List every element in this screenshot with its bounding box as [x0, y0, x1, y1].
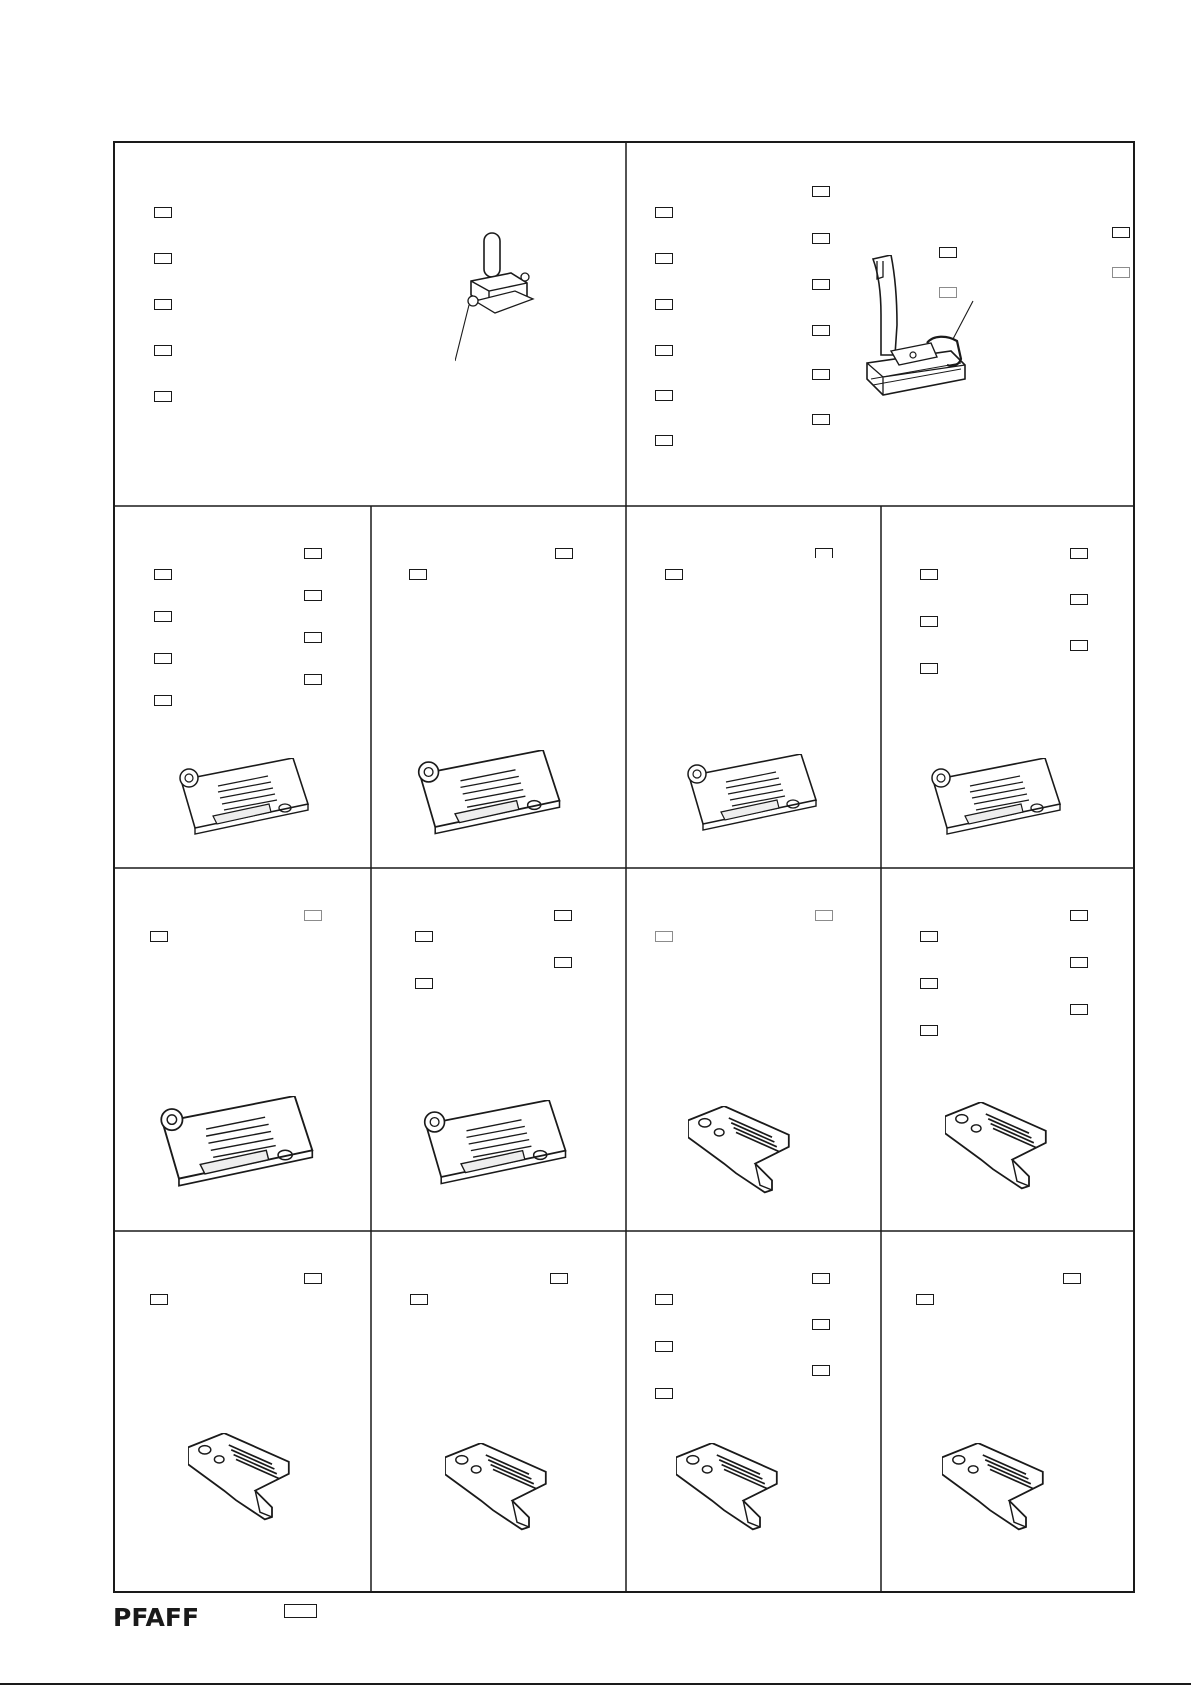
checkbox[interactable] — [655, 390, 673, 401]
panel-feed-dog-3 — [115, 1231, 371, 1591]
checkbox[interactable] — [815, 910, 833, 921]
checkbox[interactable] — [554, 910, 572, 921]
checkbox[interactable] — [655, 345, 673, 356]
checkbox[interactable] — [409, 569, 427, 580]
needle-plate-icon — [173, 758, 313, 838]
checkbox[interactable] — [655, 1388, 673, 1399]
checkbox[interactable] — [154, 611, 172, 622]
needle-plate-icon — [153, 1096, 323, 1196]
checkbox[interactable] — [1112, 227, 1130, 238]
parts-frame — [113, 141, 1135, 1593]
checkbox[interactable] — [1112, 267, 1130, 278]
panel-feed-dog-6 — [881, 1231, 1133, 1591]
panel-feed-dog-4 — [371, 1231, 626, 1591]
checkbox[interactable] — [655, 1294, 673, 1305]
checkbox[interactable] — [304, 632, 322, 643]
checkbox[interactable] — [415, 931, 433, 942]
panel-needle-plate-2 — [371, 506, 626, 868]
panel-feed-dog-1 — [626, 868, 881, 1231]
checkbox[interactable] — [304, 1273, 322, 1284]
checkbox[interactable] — [920, 569, 938, 580]
checkbox[interactable] — [150, 1294, 168, 1305]
checkbox[interactable] — [150, 931, 168, 942]
needle-plate-icon — [925, 758, 1065, 838]
checkbox[interactable] — [304, 674, 322, 685]
checkbox[interactable] — [812, 233, 830, 244]
checkbox[interactable] — [154, 253, 172, 264]
panel-needle-plate-4 — [881, 506, 1133, 868]
panel-needle-plate-1 — [115, 506, 371, 868]
checkbox[interactable] — [154, 207, 172, 218]
panel-needle-plate-6 — [371, 868, 626, 1231]
checkbox[interactable] — [1070, 957, 1088, 968]
checkbox[interactable] — [154, 299, 172, 310]
checkbox[interactable] — [655, 207, 673, 218]
checkbox[interactable] — [1070, 594, 1088, 605]
page-number-box — [284, 1604, 317, 1618]
checkbox[interactable] — [154, 569, 172, 580]
checkbox[interactable] — [812, 1319, 830, 1330]
checkbox[interactable] — [304, 590, 322, 601]
feed-dog-icon — [676, 1443, 786, 1533]
checkbox[interactable] — [1070, 640, 1088, 651]
checkbox[interactable] — [812, 186, 830, 197]
checkbox[interactable] — [920, 616, 938, 627]
panel-feed-dog-2 — [881, 868, 1133, 1231]
needle-plate-icon — [411, 750, 571, 840]
checkbox[interactable] — [655, 931, 673, 942]
panel-needle-plate-5 — [115, 868, 371, 1231]
checkbox[interactable] — [920, 978, 938, 989]
checkbox[interactable] — [815, 548, 833, 558]
feed-dog-icon — [942, 1443, 1052, 1533]
needle-plate-icon — [681, 754, 831, 839]
checkbox[interactable] — [554, 957, 572, 968]
checkbox[interactable] — [304, 548, 322, 559]
checkbox[interactable] — [1070, 910, 1088, 921]
checkbox[interactable] — [812, 1365, 830, 1376]
checkbox[interactable] — [1070, 548, 1088, 559]
checkbox[interactable] — [550, 1273, 568, 1284]
checkbox[interactable] — [916, 1294, 934, 1305]
panel-needle-clamp — [115, 143, 626, 506]
checkbox[interactable] — [665, 569, 683, 580]
panel-needle-plate-3 — [626, 506, 881, 868]
checkbox[interactable] — [154, 653, 172, 664]
checkbox[interactable] — [1063, 1273, 1081, 1284]
checkbox[interactable] — [415, 978, 433, 989]
checkbox[interactable] — [812, 369, 830, 380]
checkbox[interactable] — [920, 931, 938, 942]
checkbox[interactable] — [812, 325, 830, 336]
checkbox[interactable] — [812, 279, 830, 290]
checkbox[interactable] — [154, 391, 172, 402]
checkbox[interactable] — [1070, 1004, 1088, 1015]
needle-clamp-icon — [455, 231, 565, 371]
feed-dog-icon — [688, 1106, 798, 1196]
checkbox[interactable] — [304, 910, 322, 921]
checkbox[interactable] — [920, 663, 938, 674]
needle-plate-icon — [417, 1100, 577, 1195]
checkbox[interactable] — [812, 1273, 830, 1284]
panel-presser-foot — [626, 143, 1133, 506]
checkbox[interactable] — [812, 414, 830, 425]
pfaff-logo: PFAFF — [113, 1603, 200, 1632]
checkbox[interactable] — [920, 1025, 938, 1036]
feed-dog-icon — [945, 1102, 1055, 1192]
checkbox[interactable] — [655, 253, 673, 264]
feed-dog-icon — [188, 1433, 298, 1523]
panel-feed-dog-5 — [626, 1231, 881, 1591]
checkbox[interactable] — [655, 435, 673, 446]
feed-dog-icon — [445, 1443, 555, 1533]
checkbox[interactable] — [154, 695, 172, 706]
checkbox[interactable] — [655, 299, 673, 310]
presser-foot-icon — [861, 255, 1001, 405]
checkbox[interactable] — [154, 345, 172, 356]
checkbox[interactable] — [410, 1294, 428, 1305]
checkbox[interactable] — [655, 1341, 673, 1352]
checkbox[interactable] — [555, 548, 573, 559]
